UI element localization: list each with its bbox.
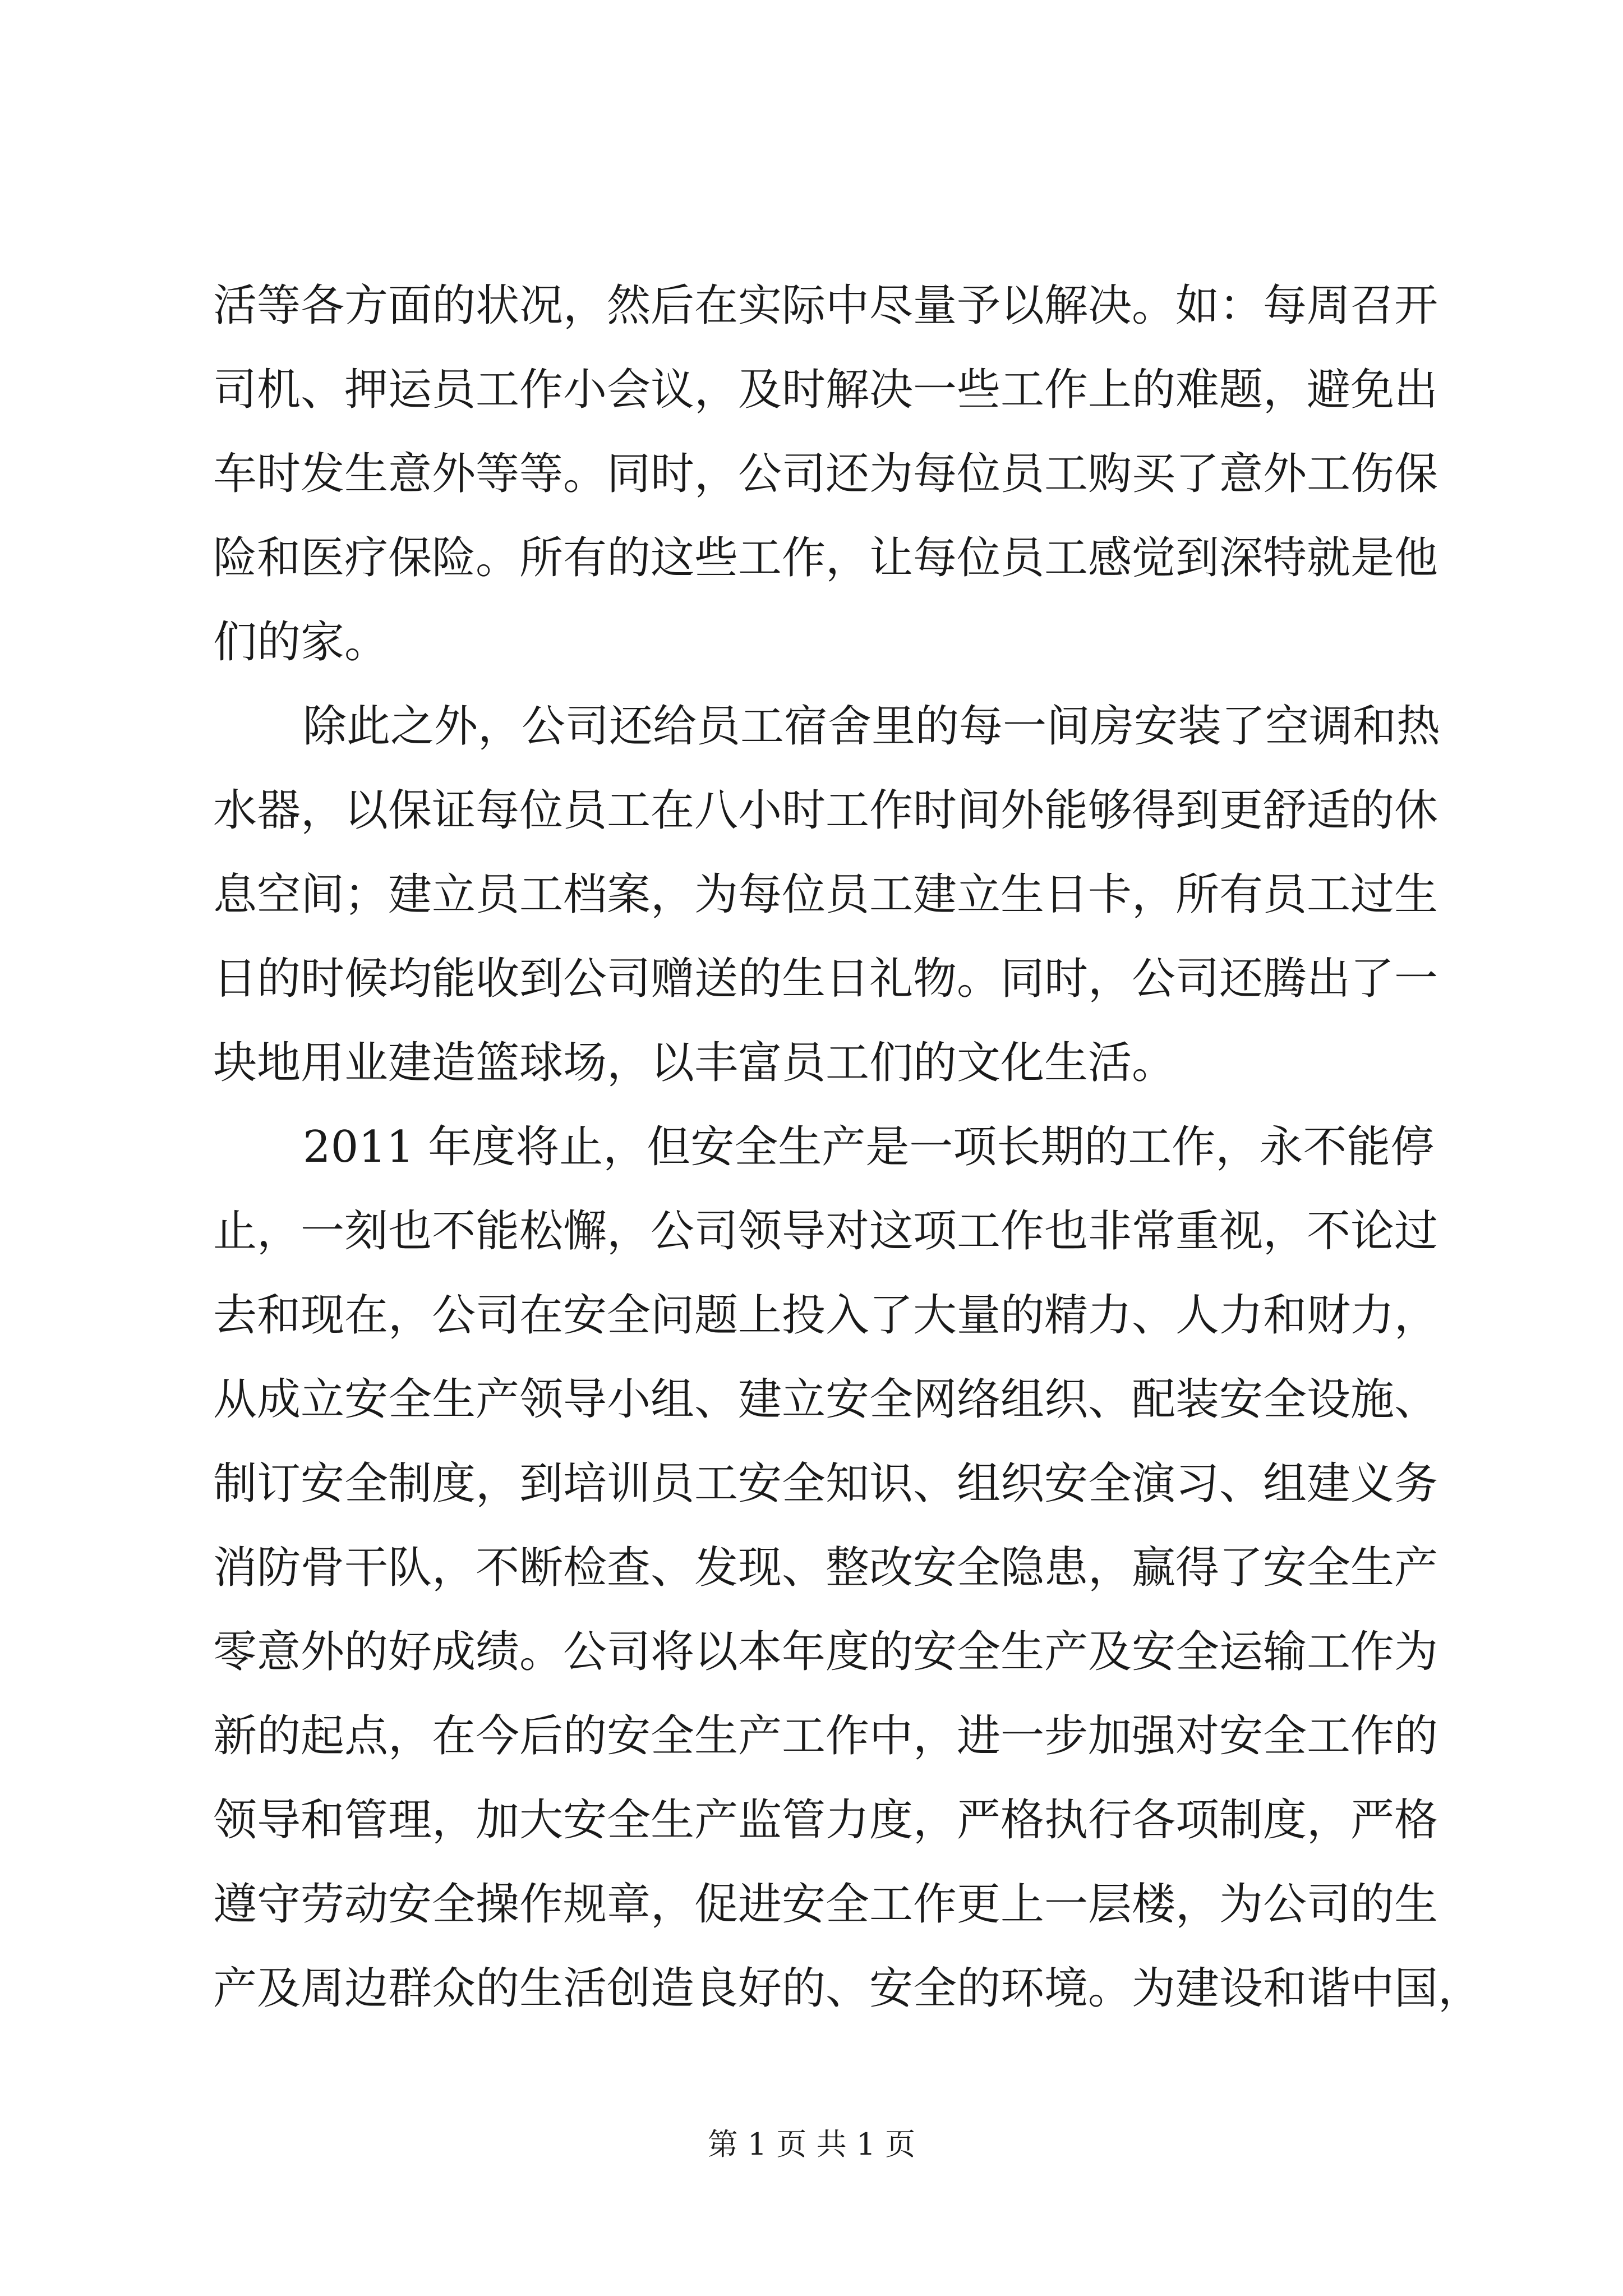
paragraph-3-line-4: 从成立安全生产领导小组、建立安全网络组织、配装安全设施、 [213, 1374, 1438, 1425]
paragraph-3-line-5: 制订安全制度，到培训员工安全知识、组织安全演习、组建义务 [213, 1458, 1438, 1509]
paragraph-3-line-9: 领导和管理，加大安全生产监管力度，严格执行各项制度，严格 [213, 1795, 1438, 1846]
paragraph-2-line-2: 水器，以保证每位员工在八小时工作时间外能够得到更舒适的休 [213, 785, 1438, 836]
document-body [213, 264, 1482, 2031]
paragraph-2-line-5: 块地用业建造篮球场，以丰富员工们的文化生活。 [213, 1038, 1176, 1088]
paragraph-3-line-1: 2011 年度将止，但安全生产是一项长期的工作，永不能停 [303, 1122, 1435, 1172]
paragraph-1-line-5: 们的家。 [213, 617, 389, 668]
page-number-label: 第 1 页 共 1 页 [707, 2127, 916, 2162]
paragraph-1-line-1: 活等各方面的状况，然后在实际中尽量予以解决。如：每周召开 [213, 280, 1438, 331]
paragraph-1-line-3: 车时发生意外等等。同时，公司还为每位员工购买了意外工伤保 [213, 449, 1438, 499]
paragraph-1-line-4: 险和医疗保险。所有的这些工作，让每位员工感觉到深特就是他 [213, 533, 1438, 583]
paragraph-3-line-3: 去和现在，公司在安全问题上投入了大量的精力、人力和财力， [213, 1290, 1438, 1341]
paragraph-3-line-2: 止，一刻也不能松懈，公司领导对这项工作也非常重视，不论过 [213, 1206, 1438, 1257]
paragraph-2-line-3: 息空间；建立员工档案，为每位员工建立生日卡，所有员工过生 [213, 869, 1438, 920]
page-footer [0, 2120, 1623, 2164]
paragraph-2-line-1: 除此之外，公司还给员工宿舍里的每一间房安装了空调和热 [303, 701, 1441, 752]
paragraph-3-line-8: 新的起点，在今后的安全生产工作中，进一步加强对安全工作的 [213, 1711, 1438, 1761]
paragraph-1-line-2: 司机、押运员工作小会议，及时解决一些工作上的难题，避免出 [213, 365, 1438, 415]
paragraph-2-line-4: 日的时候均能收到公司赠送的生日礼物。同时，公司还腾出了一 [213, 954, 1438, 1004]
paragraph-3-line-7: 零意外的好成绩。公司将以本年度的安全生产及安全运输工作为 [213, 1627, 1438, 1677]
paragraph-3-line-11: 产及周边群众的生活创造良好的、安全的环境。为建设和谐中国， [213, 1963, 1482, 2014]
paragraph-3-line-10: 遵守劳动安全操作规章，促进安全工作更上一层楼，为公司的生 [213, 1879, 1438, 1930]
paragraph-3-line-6: 消防骨干队，不断检查、发现、整改安全隐患，赢得了安全生产 [213, 1543, 1438, 1593]
